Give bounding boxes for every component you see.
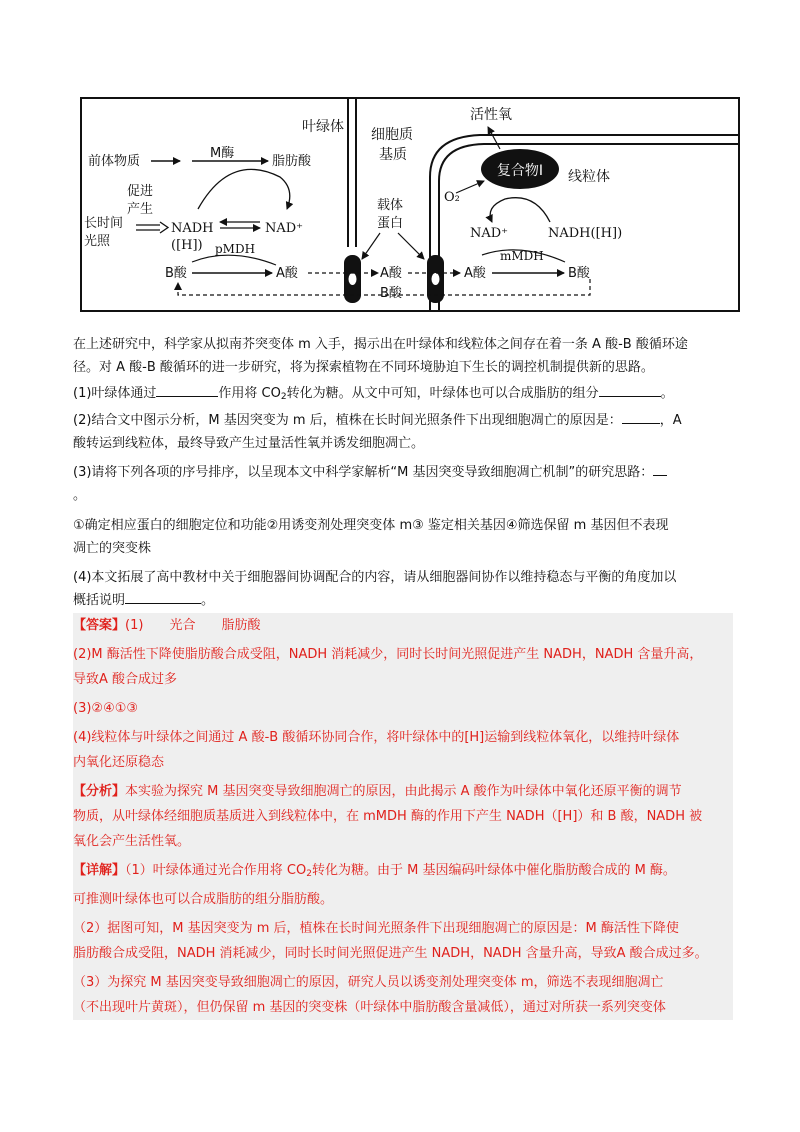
answer-line-1: 【答案】(1) 光合 脂肪酸: [73, 618, 261, 633]
pmdh-label: pMDH: [215, 242, 256, 256]
question-3-options-1: ①确定相应蛋白的细胞定位和功能②用诱变剂处理突变体 m③ 鉴定相关基因④筛选保留 m 基因但不表现: [73, 518, 669, 533]
b-acid-right-label: B酸: [568, 266, 590, 281]
detail-3-line-1: （3）为探究 M 基因突变导致细胞凋亡的原因，研究人员以诱变剂处理突变体 m，筛选不表现细胞凋亡: [73, 975, 664, 990]
intro-line-1: 在上述研究中，科学家从拟南芥突变体 m 入手，揭示出在叶绿体和线粒体之间存在着一条 A 酸-B 酸循环途: [73, 337, 688, 352]
detail-1-line-2: 可推测叶绿体也可以合成脂肪的组分脂肪酸。: [73, 892, 334, 907]
question-3-end: 。: [73, 488, 87, 503]
answer-3: (3)②④①③: [73, 701, 139, 716]
b-acid-left-label: B酸: [165, 266, 187, 281]
question-2: (2)结合文中图示分析，M 基因突变为 m 后，植株在长时间光照条件下出现细胞凋亡的原因是： ，A: [73, 409, 733, 432]
h-left-label: ([H]): [171, 238, 203, 253]
complex-label: 复合物Ⅰ: [496, 163, 544, 179]
answer-blank-2[interactable]: [622, 409, 660, 424]
nadh-left-label: NADH: [171, 221, 214, 236]
promote-label-1: 促进: [127, 184, 154, 199]
detail-3-line-2: （不出现叶片黄斑），但仍保留 m 基因的突变株（叶绿体中脂肪酸含量减低），通过对所获一系列突变体: [73, 1000, 666, 1015]
m-enzyme-label: M酶: [210, 146, 235, 161]
answer-blank-1b[interactable]: [599, 382, 661, 397]
answer-2-line-2: 导致A 酸合成过多: [73, 672, 178, 687]
fatty-acid-label: 脂肪酸: [272, 154, 312, 169]
carrier-right-icon: [427, 255, 444, 303]
analysis-line-3: 氧化会产生活性氧。: [73, 834, 191, 849]
nad-right-label: NAD⁺: [470, 226, 509, 241]
cytoplasm-label-2: 基质: [379, 147, 407, 163]
promote-label-2: 产生: [127, 202, 154, 217]
question-1: (1)叶绿体通过 作用将 CO2转化为糖。从文中可知，叶绿体也可以合成脂肪的组分 。: [73, 382, 733, 409]
answer-blank-3[interactable]: [653, 461, 667, 476]
answer-2-line-1: (2)M 酶活性下降使脂肪酸合成受阻，NADH 消耗减少，同时长时间光照促进产生 NADH，NADH 含量升高，: [73, 647, 703, 662]
question-3: (3)请将下列各项的序号排序，以呈现本文中科学家解析“M 基因突变导致细胞凋亡机制”的研究思路：: [73, 461, 733, 484]
long-light-label-1: 长时间: [84, 216, 124, 231]
precursor-label: 前体物质: [88, 154, 141, 169]
detail-2-line-1: （2）据图可知，M 基因突变为 m 后，植株在长时间光照条件下出现细胞凋亡的原因是：M 酶活性下降使: [73, 921, 679, 936]
nad-left-label: NAD⁺: [265, 221, 304, 236]
a-acid-mid-label: A酸: [380, 266, 402, 281]
question-2-cont: 酸转运到线粒体，最终导致产生过量活性氧并诱发细胞凋亡。: [73, 436, 425, 451]
a-acid-right-label: A酸: [464, 266, 486, 281]
pathway-figure: [80, 97, 740, 312]
question-4: (4)本文拓展了高中教材中关于细胞器间协调配合的内容，请从细胞器间协作以维持稳态与平衡的角度加以: [73, 570, 677, 585]
answer-blank-4[interactable]: [125, 589, 201, 604]
carrier-label-1: 载体: [377, 198, 404, 213]
mmdh-label: mMDH: [500, 249, 544, 263]
long-light-label-2: 光照: [84, 234, 111, 249]
chloroplast-label: 叶绿体: [302, 119, 344, 135]
a-acid-left-label: A酸: [276, 266, 298, 281]
o2-label: O₂: [444, 190, 460, 205]
question-4-cont: 概括说明 。: [73, 589, 733, 612]
analysis-line-2: 物质，从叶绿体经细胞质基质进入到线粒体中，在 mMDH 酶的作用下产生 NADH（[H]）和 B 酸，NADH 被: [73, 809, 703, 824]
detail-2-line-2: 脂肪酸合成受阻，NADH 消耗减少，同时长时间光照促进产生 NADH，NADH 含量升高，导致A 酸合成过多。: [73, 946, 708, 961]
nadh-right-label: NADH([H]): [548, 226, 623, 241]
answer-blank-1a[interactable]: [156, 382, 218, 397]
intro-line-2: 径。对 A 酸-B 酸循环的进一步研究，将为探索植物在不同环境胁迫下生长的调控机制提供新的思路。: [73, 360, 654, 375]
cytoplasm-label-1: 细胞质: [371, 127, 413, 143]
answer-4-line-1: (4)线粒体与叶绿体之间通过 A 酸-B 酸循环协同合作，将叶绿体中的[H]运输到线粒体氧化，以维持叶绿体: [73, 730, 680, 745]
question-3-options-2: 凋亡的突变株: [73, 541, 152, 556]
active-oxygen-label: 活性氧: [470, 107, 512, 123]
mitochondrion-label: 线粒体: [568, 169, 610, 185]
pathway-diagram: [80, 97, 740, 312]
carrier-left-icon: [344, 255, 361, 303]
analysis-line-1: 【分析】本实验为探究 M 基因突变导致细胞凋亡的原因，由此揭示 A 酸作为叶绿体中氧化还原平衡的调节: [73, 784, 682, 799]
answer-section: [73, 613, 733, 1020]
b-acid-mid-label: B酸: [380, 286, 402, 301]
answer-4-line-2: 内氧化还原稳态: [73, 755, 165, 770]
carrier-label-2: 蛋白: [377, 216, 404, 231]
detail-1-line-1: 【详解】（1）叶绿体通过光合作用将 CO2转化为糖。由于 M 基因编码叶绿体中催化脂肪酸合成的 M 酶。: [73, 863, 676, 879]
